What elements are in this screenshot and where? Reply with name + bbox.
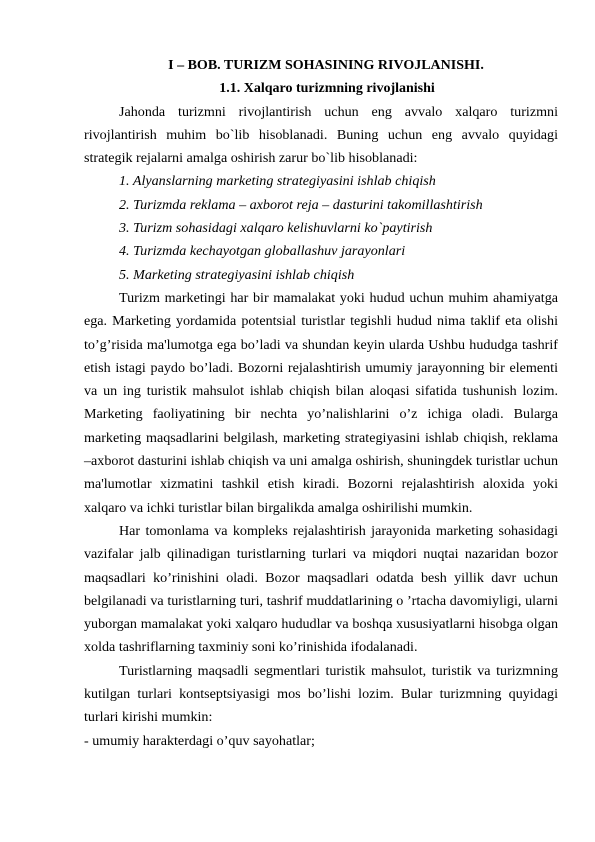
section-title: 1.1. Xalqaro turizmning rivojlanishi (219, 81, 435, 97)
list-item: 4. Turizmda kechayotgan globallashuv jarayonlari (119, 243, 406, 260)
list-item: 3. Turizm sohasidagi xalqaro kelishuvlarni ko`paytirish (119, 220, 433, 237)
intro-paragraph: Jahonda turizmni rivojlantirish uchun eng avvalo xalqaro turizmni rivojlantirish muhim bo`lib hisoblanadi. Buning uchun eng avvalo quyidagi strategik rejalarni amalga oshirish zarur bo`lib hisoblanadi: (84, 103, 558, 167)
list-item: 5. Marketing strategiyasini ishlab chiqish (119, 266, 355, 283)
list-item: 2. Turizmda reklama – axborot reja – dasturini takomillashtirish (119, 196, 483, 213)
strategy-list (84, 170, 558, 286)
body-paragraph: Turistlarning maqsadli segmentlari turistik mahsulot, turistik va turizmning kutilgan turlari kontseptsiyasigi mos bo’lishi lozim. Bular turizmning quyidagi turlari kirishi mumkin: (84, 662, 558, 726)
body-paragraph: Turizm marketingi har bir mamalakat yoki hudud uchun muhim ahamiyatga ega. Marketing yordamida potentsial turistlar tegishli hudud nima taklif eta olishi to’g’risida ma'lumotga ega bo’ladi va shundan keyin ularda Ushbu hududga tashrif etish istagi paydo bo’ladi. Bozorni rejalashtirish umumiy jarayonning bir elementi va un ing turistik mahsulot ishlab chiqish bilan aloqasi sifatida tushunish lozim. Marketing faoliyatining bir nechta yo’nalishlarini o’z ichiga oladi. Bularga marketing maqsadlarini belgilash, marketing strategiyasini ishlab chiqish, reklama –axborot dasturini ishlab chiqish va uni amalga oshirish, shuningdek turistlar uchun ma'lumotlar xizmatini tashkil etish kiradi. Bozorni rejalashtirish aloxida yoki xalqaro va ichki turistlar bilan birgalikda amalga oshirilishi mumkin. (84, 289, 558, 516)
document-page (84, 54, 558, 753)
body-paragraph: Har tomonlama va kompleks rejalashtirish jarayonida marketing sohasidagi vazifalar jalb qilinadigan turistlarning turlari va miqdori nuqtai nazaridan bozor maqsadlari ko’rinishini oladi. Bozor maqsadlari odatda besh yillik davr uchun belgilanadi va turistlarning turi, tashrif muddatlarining o ’rtacha davomiyligi, ularni yuborgan mamalakat yoki xalqaro hududlar va boshqa xususiyatlarni hisobga olgan xolda tashriflarning taxminiy soni ko’rinishida ifodalanadi. (84, 522, 558, 656)
chapter-title: I – BOB. TURIZM SOHASINING RIVOJLANISHI. (168, 58, 484, 73)
bullet-line: - umumiy harakterdagi o’quv sayohatlar; (84, 732, 315, 749)
list-item: 1. Alyanslarning marketing strategiyasini ishlab chiqish (119, 173, 436, 190)
